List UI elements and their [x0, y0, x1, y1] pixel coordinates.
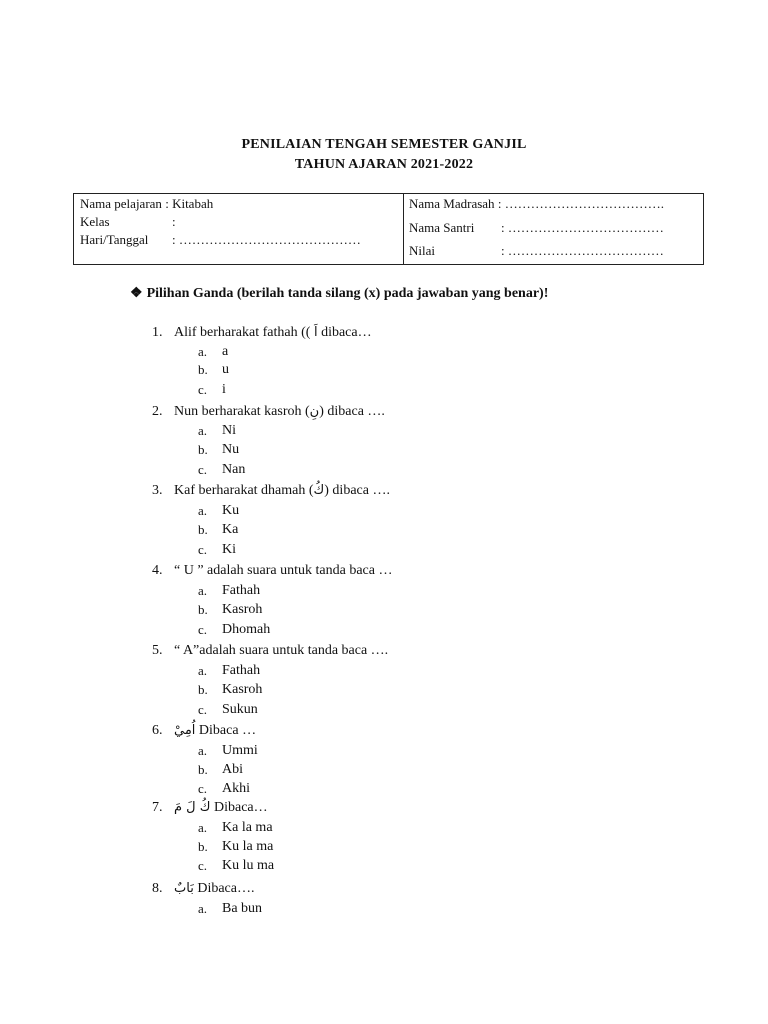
option-text: Ku la ma: [222, 839, 274, 854]
question-text: [174, 404, 385, 420]
option-letter: b.: [198, 522, 208, 537]
option-text: Nan: [222, 462, 246, 477]
option-letter: c.: [198, 781, 208, 796]
option-letter: b.: [198, 602, 208, 617]
option-text: Ku: [222, 503, 240, 518]
option-text: Ki: [222, 542, 236, 557]
option-text: Akhi: [222, 781, 250, 796]
info-right-column: [404, 194, 703, 264]
score-value: ………………………………: [507, 243, 664, 258]
subject-value: Kitabah: [172, 196, 214, 211]
option-letter: a.: [198, 743, 208, 758]
question-number: 5.: [152, 643, 163, 658]
option-letter: b.: [198, 682, 208, 697]
question-number: 2.: [152, 404, 163, 419]
option-letter: a.: [198, 663, 208, 678]
date-sep: :: [172, 232, 176, 247]
section-label: Pilihan Ganda (berilah tanda silang (x) pada jawaban yang benar)!: [146, 286, 549, 301]
option-letter: b.: [198, 442, 208, 457]
question-text-post: Dibaca …: [195, 723, 257, 738]
date-row: [80, 232, 361, 248]
student-name-value: ………………………………: [507, 220, 664, 235]
question-text: “ A”adalah suara untuk tanda baca ….: [174, 643, 389, 658]
student-name-row: [409, 220, 664, 236]
question-text: [174, 800, 268, 816]
class-label: Kelas: [80, 214, 110, 229]
option-letter: c.: [198, 858, 208, 873]
option-text: Ka: [222, 522, 239, 537]
option-letter: c.: [198, 462, 208, 477]
option-text: Ni: [222, 423, 236, 438]
student-name-label: Nama Santri: [409, 220, 475, 235]
option-letter: a.: [198, 503, 208, 518]
option-letter: b.: [198, 362, 208, 377]
option-letter: c.: [198, 542, 208, 557]
option-text: Kasroh: [222, 602, 263, 617]
section-heading: [130, 285, 548, 302]
option-text: Ka la ma: [222, 820, 273, 835]
option-text: Abi: [222, 762, 243, 777]
question-text-pre: Alif berharakat fathah ((: [174, 325, 311, 340]
question-text: [174, 325, 372, 341]
question-text: “ U ” adalah suara untuk tanda baca …: [174, 563, 393, 578]
arabic-word: اُمِيْ: [174, 723, 196, 738]
subject-row: [80, 196, 213, 212]
madrasah-value: ……………………………….: [504, 196, 664, 211]
question-number: 3.: [152, 483, 163, 498]
class-row: [80, 214, 176, 230]
option-text: Fathah: [222, 583, 261, 598]
option-text: Sukun: [222, 702, 258, 717]
question-text: [174, 881, 254, 897]
question-number: 1.: [152, 325, 163, 340]
option-text: a: [222, 344, 229, 359]
date-label: Hari/Tanggal: [80, 232, 149, 247]
student-name-sep: :: [501, 220, 505, 235]
question-number: 8.: [152, 881, 163, 896]
score-row: [409, 243, 664, 259]
date-value: ……………………………………: [178, 232, 361, 247]
option-text: u: [222, 362, 229, 377]
option-text: Ba bun: [222, 901, 263, 916]
diamond-bullet-icon: ❖: [130, 286, 143, 301]
question-text: [174, 483, 390, 499]
question-text: [174, 723, 256, 739]
option-letter: b.: [198, 839, 208, 854]
question-text-post: ) dibaca ….: [319, 404, 385, 419]
school-year: TAHUN AJARAN 2021-2022: [294, 157, 474, 172]
option-letter: c.: [198, 702, 208, 717]
student-info-table: [73, 193, 704, 265]
option-text: Fathah: [222, 663, 261, 678]
class-sep: :: [172, 214, 176, 229]
question-text-post: dibaca…: [317, 325, 372, 340]
option-text: Dhomah: [222, 622, 271, 637]
subject-sep: :: [165, 196, 169, 211]
option-letter: b.: [198, 762, 208, 777]
subject-label: Nama pelajaran: [80, 196, 162, 211]
question-number: 7.: [152, 800, 163, 815]
option-letter: c.: [198, 622, 208, 637]
madrasah-sep: :: [497, 196, 502, 211]
exam-title: PENILAIAN TENGAH SEMESTER GANJIL: [241, 137, 527, 152]
info-left-column: [74, 194, 404, 264]
arabic-letter: كُ: [313, 483, 325, 498]
option-letter: a.: [198, 901, 208, 916]
option-text: i: [222, 382, 226, 397]
question-text-post: Dibaca….: [193, 881, 255, 896]
option-text: Ku lu ma: [222, 858, 275, 873]
arabic-letter: نِ: [309, 404, 320, 419]
madrasah-label: Nama Madrasah: [409, 196, 495, 211]
madrasah-row: [409, 196, 664, 212]
question-text-pre: Nun berharakat kasroh (: [174, 404, 310, 419]
option-letter: a.: [198, 820, 208, 835]
arabic-letter: اَ: [313, 325, 318, 340]
option-text: Ummi: [222, 743, 258, 758]
option-text: Nu: [222, 442, 240, 457]
question-text-pre: Kaf berharakat dhamah (: [174, 483, 314, 498]
question-number: 6.: [152, 723, 163, 738]
question-number: 4.: [152, 563, 163, 578]
score-label: Nilai: [409, 243, 435, 258]
arabic-word: كُ لَ مَ: [174, 800, 211, 815]
option-letter: a.: [198, 344, 208, 359]
option-letter: c.: [198, 382, 208, 397]
option-letter: a.: [198, 423, 208, 438]
arabic-word: بَابٌ: [174, 881, 194, 896]
score-sep: :: [501, 243, 505, 258]
question-text-post: Dibaca…: [210, 800, 268, 815]
question-text-post: ) dibaca ….: [324, 483, 390, 498]
option-letter: a.: [198, 583, 208, 598]
option-text: Kasroh: [222, 682, 263, 697]
